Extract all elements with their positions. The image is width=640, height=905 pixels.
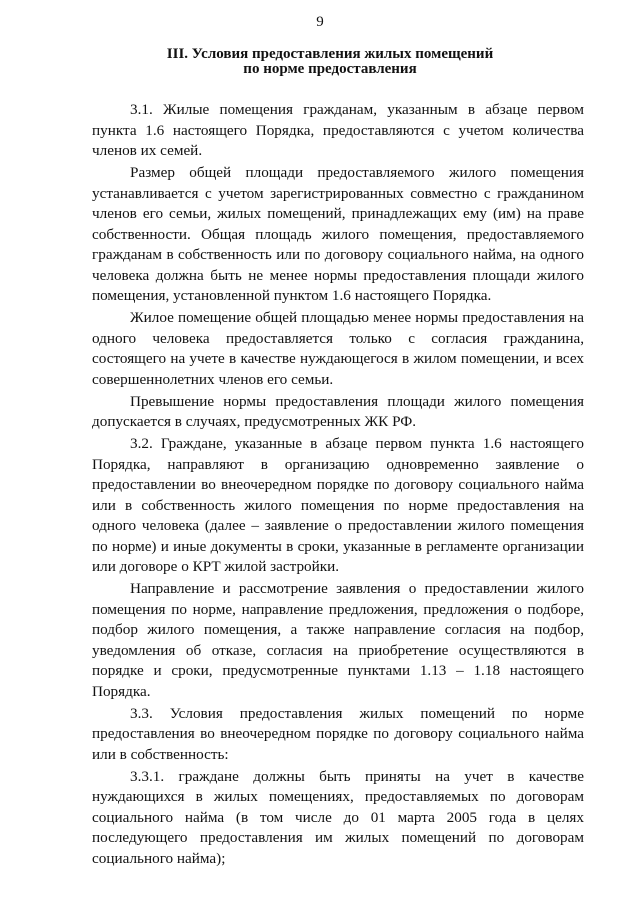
paragraph: Жилое помещение общей площадью менее нормы предоставления на одного человека предоставляется только с согласия гражданина, состоящего на учете в качестве нуждающегося в жилом помещении, и всех совершеннолетних членов его семьи.	[92, 309, 584, 388]
paragraph: Превышение нормы предоставления площади жилого помещения допускается в случаях, предусмотренных ЖК РФ.	[92, 392, 584, 430]
paragraph: 3.3.1. граждане должны быть приняты на учет в качестве нуждающихся в жилых помещениях, предоставляемых по договорам социального найма (в том числе до 01 марта 2005 года в целях последующего предоставления им жилых помещений по договорам социального найма);	[92, 767, 584, 867]
document-body	[92, 100, 584, 871]
section-title-line-1: III. Условия предоставления жилых помещений	[166, 46, 494, 62]
section-title-line-2: по норме предоставления	[243, 61, 417, 77]
paragraph: 3.3. Условия предоставления жилых помещений по норме предоставления во внеочередном порядке по договору социального найма или в собственность:	[92, 704, 584, 763]
page-number: 9	[316, 14, 324, 30]
paragraph: 3.2. Граждане, указанные в абзаце первом пункта 1.6 настоящего Порядка, направляют в организацию одновременно заявление о предоставлении во внеочередном порядке по договору социального найма или в собственность жилого помещения по норме предоставления на одного человека (далее – заявление о предоставлении жилого помещения по норме) и иные документы в сроки, указанные в регламенте организации или договоре о КРТ жилой застройки.	[92, 435, 584, 575]
paragraph: Размер общей площади предоставляемого жилого помещения устанавливается с учетом зарегистрированных совместно с гражданином членов его семьи, жилых помещений, принадлежащих ему (им) на праве собственности. Общая площадь жилого помещения, предоставляемого гражданам в собственность или по договору социального найма, на одного человека должна быть не менее нормы предоставления площади жилого помещения, установленной пунктом 1.6 настоящего Порядка.	[92, 164, 584, 304]
paragraph: Направление и рассмотрение заявления о предоставлении жилого помещения по норме, направление предложения, предложения о подборе, подбор жилого помещения, а также направление согласия на подбор, уведомления об отказе, согласия на приобретение осуществляются в порядке и сроки, предусмотренные пунктами 1.13 – 1.18 настоящего Порядка.	[92, 580, 584, 700]
section-title	[80, 47, 580, 77]
paragraph: 3.1. Жилые помещения гражданам, указанным в абзаце первом пункта 1.6 настоящего Порядка, предоставляются с учетом количества членов их семей.	[92, 101, 584, 159]
